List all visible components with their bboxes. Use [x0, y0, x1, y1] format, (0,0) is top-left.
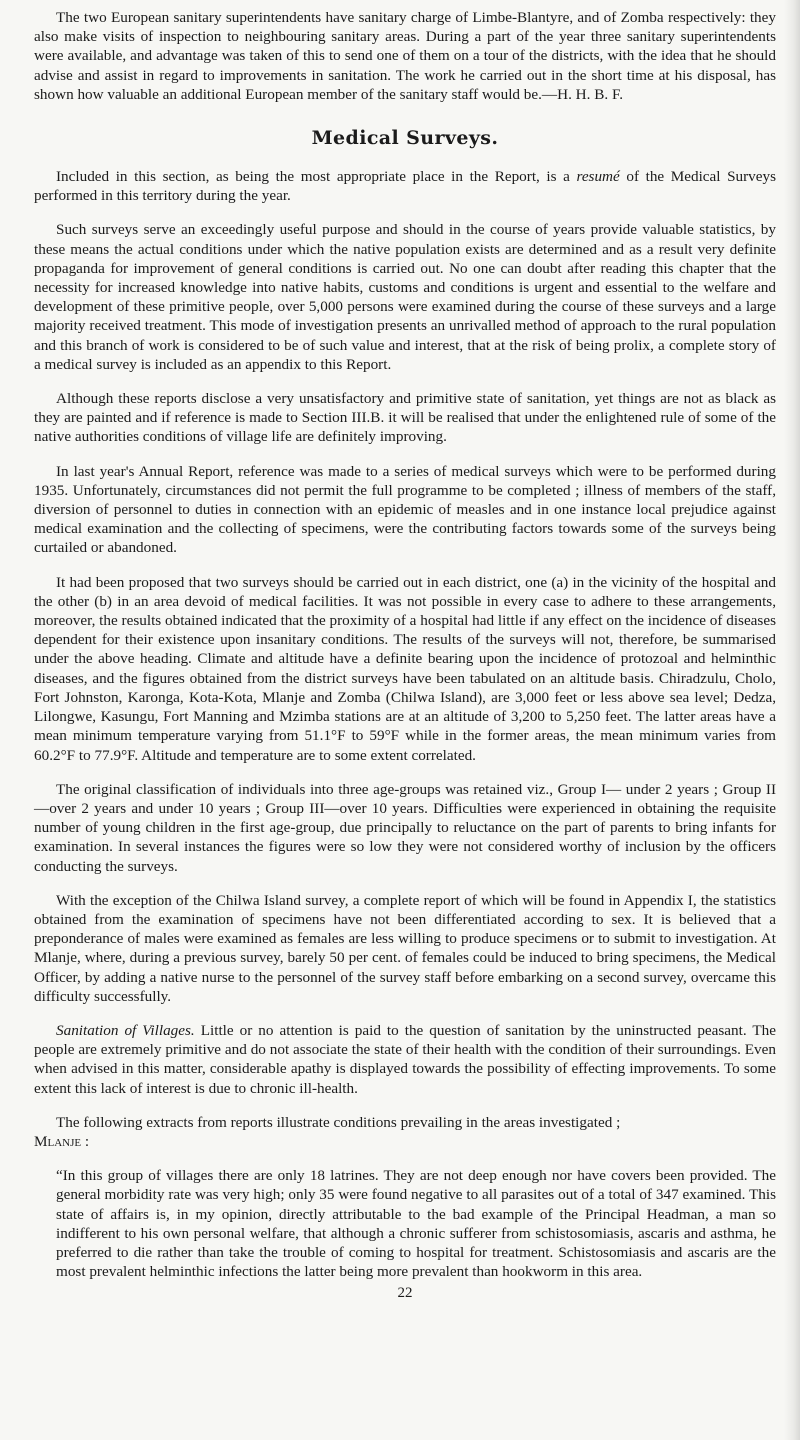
body-paragraph: It had been proposed that two surveys should be carried out in each district, one (a) in the vicinity of the hospital and the other (b) in an area devoid of medical facilities. It was not possible in every case to adhere to these arrangements, moreover, the results obtained indicated that the proximity of a hospital had little if any effect on the incidence of diseases dependent for their existence upon insanitary conditions. The results of the surveys will not, therefore, be summarised under the above heading. Climate and altitude have a definite bearing upon the incidence of protozoal and helminthic diseases, and the figures obtained from the district surveys have been tabulated on an altitude basis. Chiradzulu, Cholo, Fort Johnston, Karonga, Kota-Kota, Mlanje and Zomba (Chilwa Island), are 3,000 feet or less above sea level; Dedza, Lilongwe, Kasungu, Fort Manning and Mzimba stations are at an altitude of 3,200 to 5,250 feet. The latter areas have a mean minimum temperature varying from 51.1°F to 59°F while in the former areas, the mean minimum varies from 60.2°F to 77.9°F. Altitude and temperature are to some extent correlated. — [34, 573, 776, 764]
section-title: Medical Surveys. — [311, 127, 499, 150]
intro-italic: resumé — [576, 168, 620, 186]
body-paragraph: With the exception of the Chilwa Island survey, a complete report of which will be found in Appendix I, the statistics obtained from the examination of specimens have not been differentiated according to sex. It is believed that a preponderance of males were examined as females are less willing to produce specimens or to submit to investigation. At Mlanje, where, during a previous survey, barely 50 per cent. of females could be induced to bring specimens, the Medical Officer, by adding a native nurse to the personnel of the survey staff before embarking on a second survey, overcame this difficulty successfully. — [34, 891, 776, 1005]
sanitation-text: Little or no attention is paid to the question of sanitation by the uninstructed peasant. The people are extremely primitive and do not associate the state of their health with the condition of their surroundings. Even when advised in this matter, considerable apathy is displayed towards the possibility of effecting improvements. To some extent this lack of interest is due to chronic ill-health. — [34, 1021, 776, 1097]
intro-paragraph — [34, 167, 776, 205]
body-paragraph: The original classification of individuals into three age-groups was retained viz., Group I— under 2 years ; Group II—over 2 years and under 10 years ; Group III—over 10 years. Difficulties were experienced in obtaining the requisite number of young children in the first age-group, due principally to reluctance on the part of parents to bring infants for examination. In several instances the figures were so low they were not considered worthy of inclusion by the officers conducting the surveys. — [34, 780, 776, 875]
body-paragraph: In last year's Annual Report, reference was made to a series of medical surveys which were to be performed during 1935. Unfortunately, circumstances did not permit the full programme to be completed ; illness of members of the staff, diversion of personnel to duties in connection with an epidemic of measles and in one instance local prejudice against medical examination and the collecting of specimens, were the contributing factors towards some of the surveys being curtailed or abandoned. — [34, 462, 776, 557]
sanitation-heading: Sanitation of Villages. — [56, 1021, 195, 1039]
intro-text-after: of the Medical Surveys performed in this territory during the year. — [34, 168, 777, 205]
extracts-intro: The following extracts from reports illustrate conditions prevailing in the areas investigated ; — [56, 1113, 621, 1131]
quoted-extract: “In this group of villages there are only 18 latrines. They are not deep enough nor have covers been provided. The general morbidity rate was very high; only 35 were found negative to all parasites out of a total of 347 examined. This state of affairs is, in my opinion, directly attributable to the bad example of the Principal Headman, a man so indifferent to his own personal welfare, that although a chronic sufferer from schistosomiasis, ascaris and asthma, he preferred to die rather than take the trouble of coming to hospital for treatment. Schistosomiasis and ascaris are the most prevalent helminthic infections the latter being more prevalent than hookworm in this area. — [56, 1167, 776, 1281]
page-edge-shadow — [784, 0, 800, 1440]
place-heading: Mlanje : — [34, 1132, 90, 1150]
intro-text-before: Included in this section, as being the most appropriate place in the Report, is a — [56, 168, 577, 186]
body-paragraph: Although these reports disclose a very unsatisfactory and primitive state of sanitation, yet things are not as black as they are painted and if reference is made to Section III.B. it will be realised that under the enlightened rule of some of the native authorities conditions of village life are definitely improving. — [34, 390, 776, 446]
continuation-paragraph: The two European sanitary superintendents have sanitary charge of Limbe-Blantyre, and of Zomba respectively: they also make visits of inspection to neighbouring sanitary areas. During a part of the year three sanitary superintendents were available, and advantage was taken of this to send one of them on a tour of the districts, with the idea that he should advise and assist in regard to improvements in sanitation. The work he carried out in the short time at his disposal, has shown how valuable an additional European member of the sanitary staff would be.—H. H. B. F. — [34, 9, 776, 103]
body-paragraph: Such surveys serve an exceedingly useful purpose and should in the course of years provide valuable statistics, by these means the actual conditions under which the native population exists are determined and as a result very definite propaganda for improvement of general conditions is carried out. No one can doubt after reading this chapter that the necessity for increased knowledge into native habits, customs and conditions is urgent and essential to the welfare and development of these primitive people, over 5,000 persons were examined during the course of these surveys and a large majority received treatment. This mode of investigation presents an unrivalled method of approach to the rural population and this branch of work is considered to be of such value and interest, that at the risk of being prolix, a complete story of a medical survey is included as an appendix to this Report. — [34, 221, 776, 373]
page-number: 22 — [397, 1285, 413, 1302]
sanitation-paragraph — [34, 1021, 776, 1098]
